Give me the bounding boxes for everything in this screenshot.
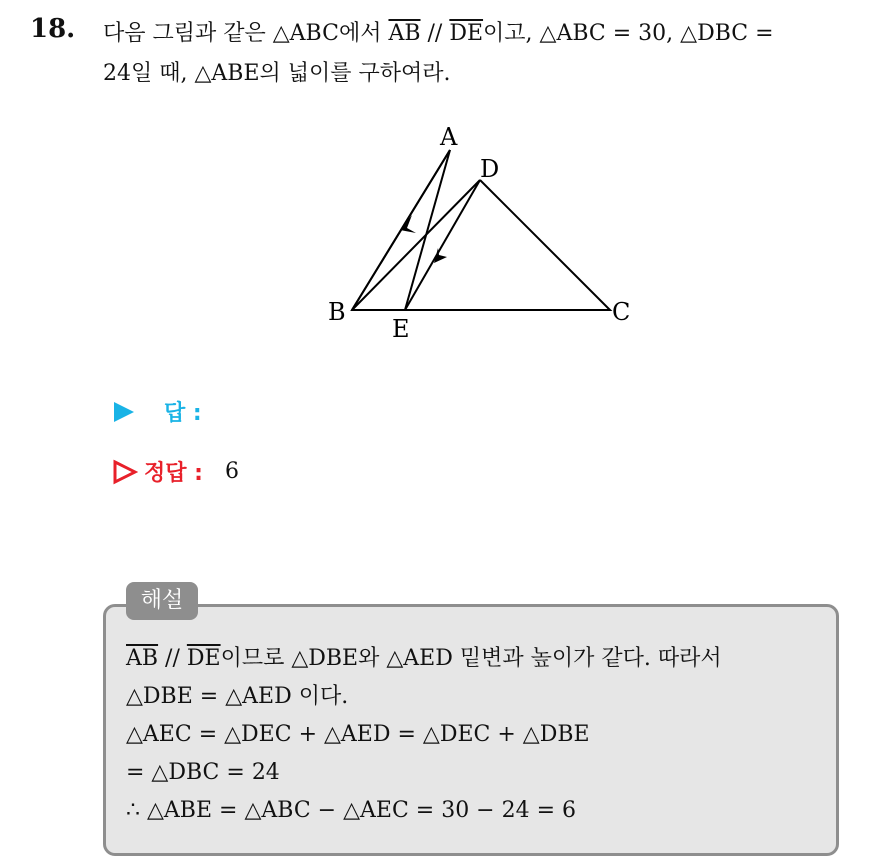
answer-row (112, 396, 202, 427)
correct-answer-row (112, 456, 239, 487)
label-a: A (440, 123, 458, 151)
question-intro: 다음 그림과 같은 △ABC에서 (103, 21, 389, 46)
explanation-line-2: △DBE = △AED 이다. (126, 684, 349, 709)
segment-ae-line (405, 150, 450, 310)
explanation-line-5: ∴ △ABE = △ABC − △AEC = 30 − 24 = 6 (126, 798, 577, 823)
explanation-line-3: △AEC = △DEC + △AED = △DEC + △DBE (126, 722, 590, 747)
parallel-sign: // (420, 21, 450, 46)
question-line-2: 24일 때, △ABE의 넓이를 구하여라. (103, 61, 451, 86)
label-e: E (392, 315, 410, 343)
question-line-1 (103, 14, 873, 54)
correct-answer-value: 6 (224, 459, 239, 484)
label-b: B (328, 298, 346, 326)
explanation-line-1 (126, 640, 826, 678)
label-d: D (480, 155, 500, 183)
outline-arrow-icon (112, 459, 138, 485)
answer-label: 답 : (164, 401, 202, 426)
segment-ab: $\overline{AB}$ (388, 21, 421, 46)
question-number: 18. (30, 14, 76, 44)
correct-answer-label: 정답 : (144, 461, 203, 486)
expl-parallel-sign: // (158, 646, 187, 671)
segment-de: $\overline{DE}$ (449, 21, 484, 46)
expl-segment-de: $\overline{DE}$ (186, 646, 221, 671)
expl-segment-ab: $\overline{AB}$ (126, 646, 159, 671)
play-arrow-icon (112, 400, 136, 424)
explanation-tag: 해설 (126, 582, 198, 620)
label-c: C (612, 298, 631, 326)
question-given: 이고, △ABC = 30, △DBC = (483, 21, 774, 46)
explanation-text (126, 640, 826, 830)
triangle-figure (320, 115, 650, 345)
question-text (103, 14, 873, 94)
expl-line-1-rest: 이므로 △DBE와 △AED 밑변과 높이가 같다. 따라서 (220, 646, 722, 671)
explanation-line-4: = △DBC = 24 (126, 760, 280, 785)
